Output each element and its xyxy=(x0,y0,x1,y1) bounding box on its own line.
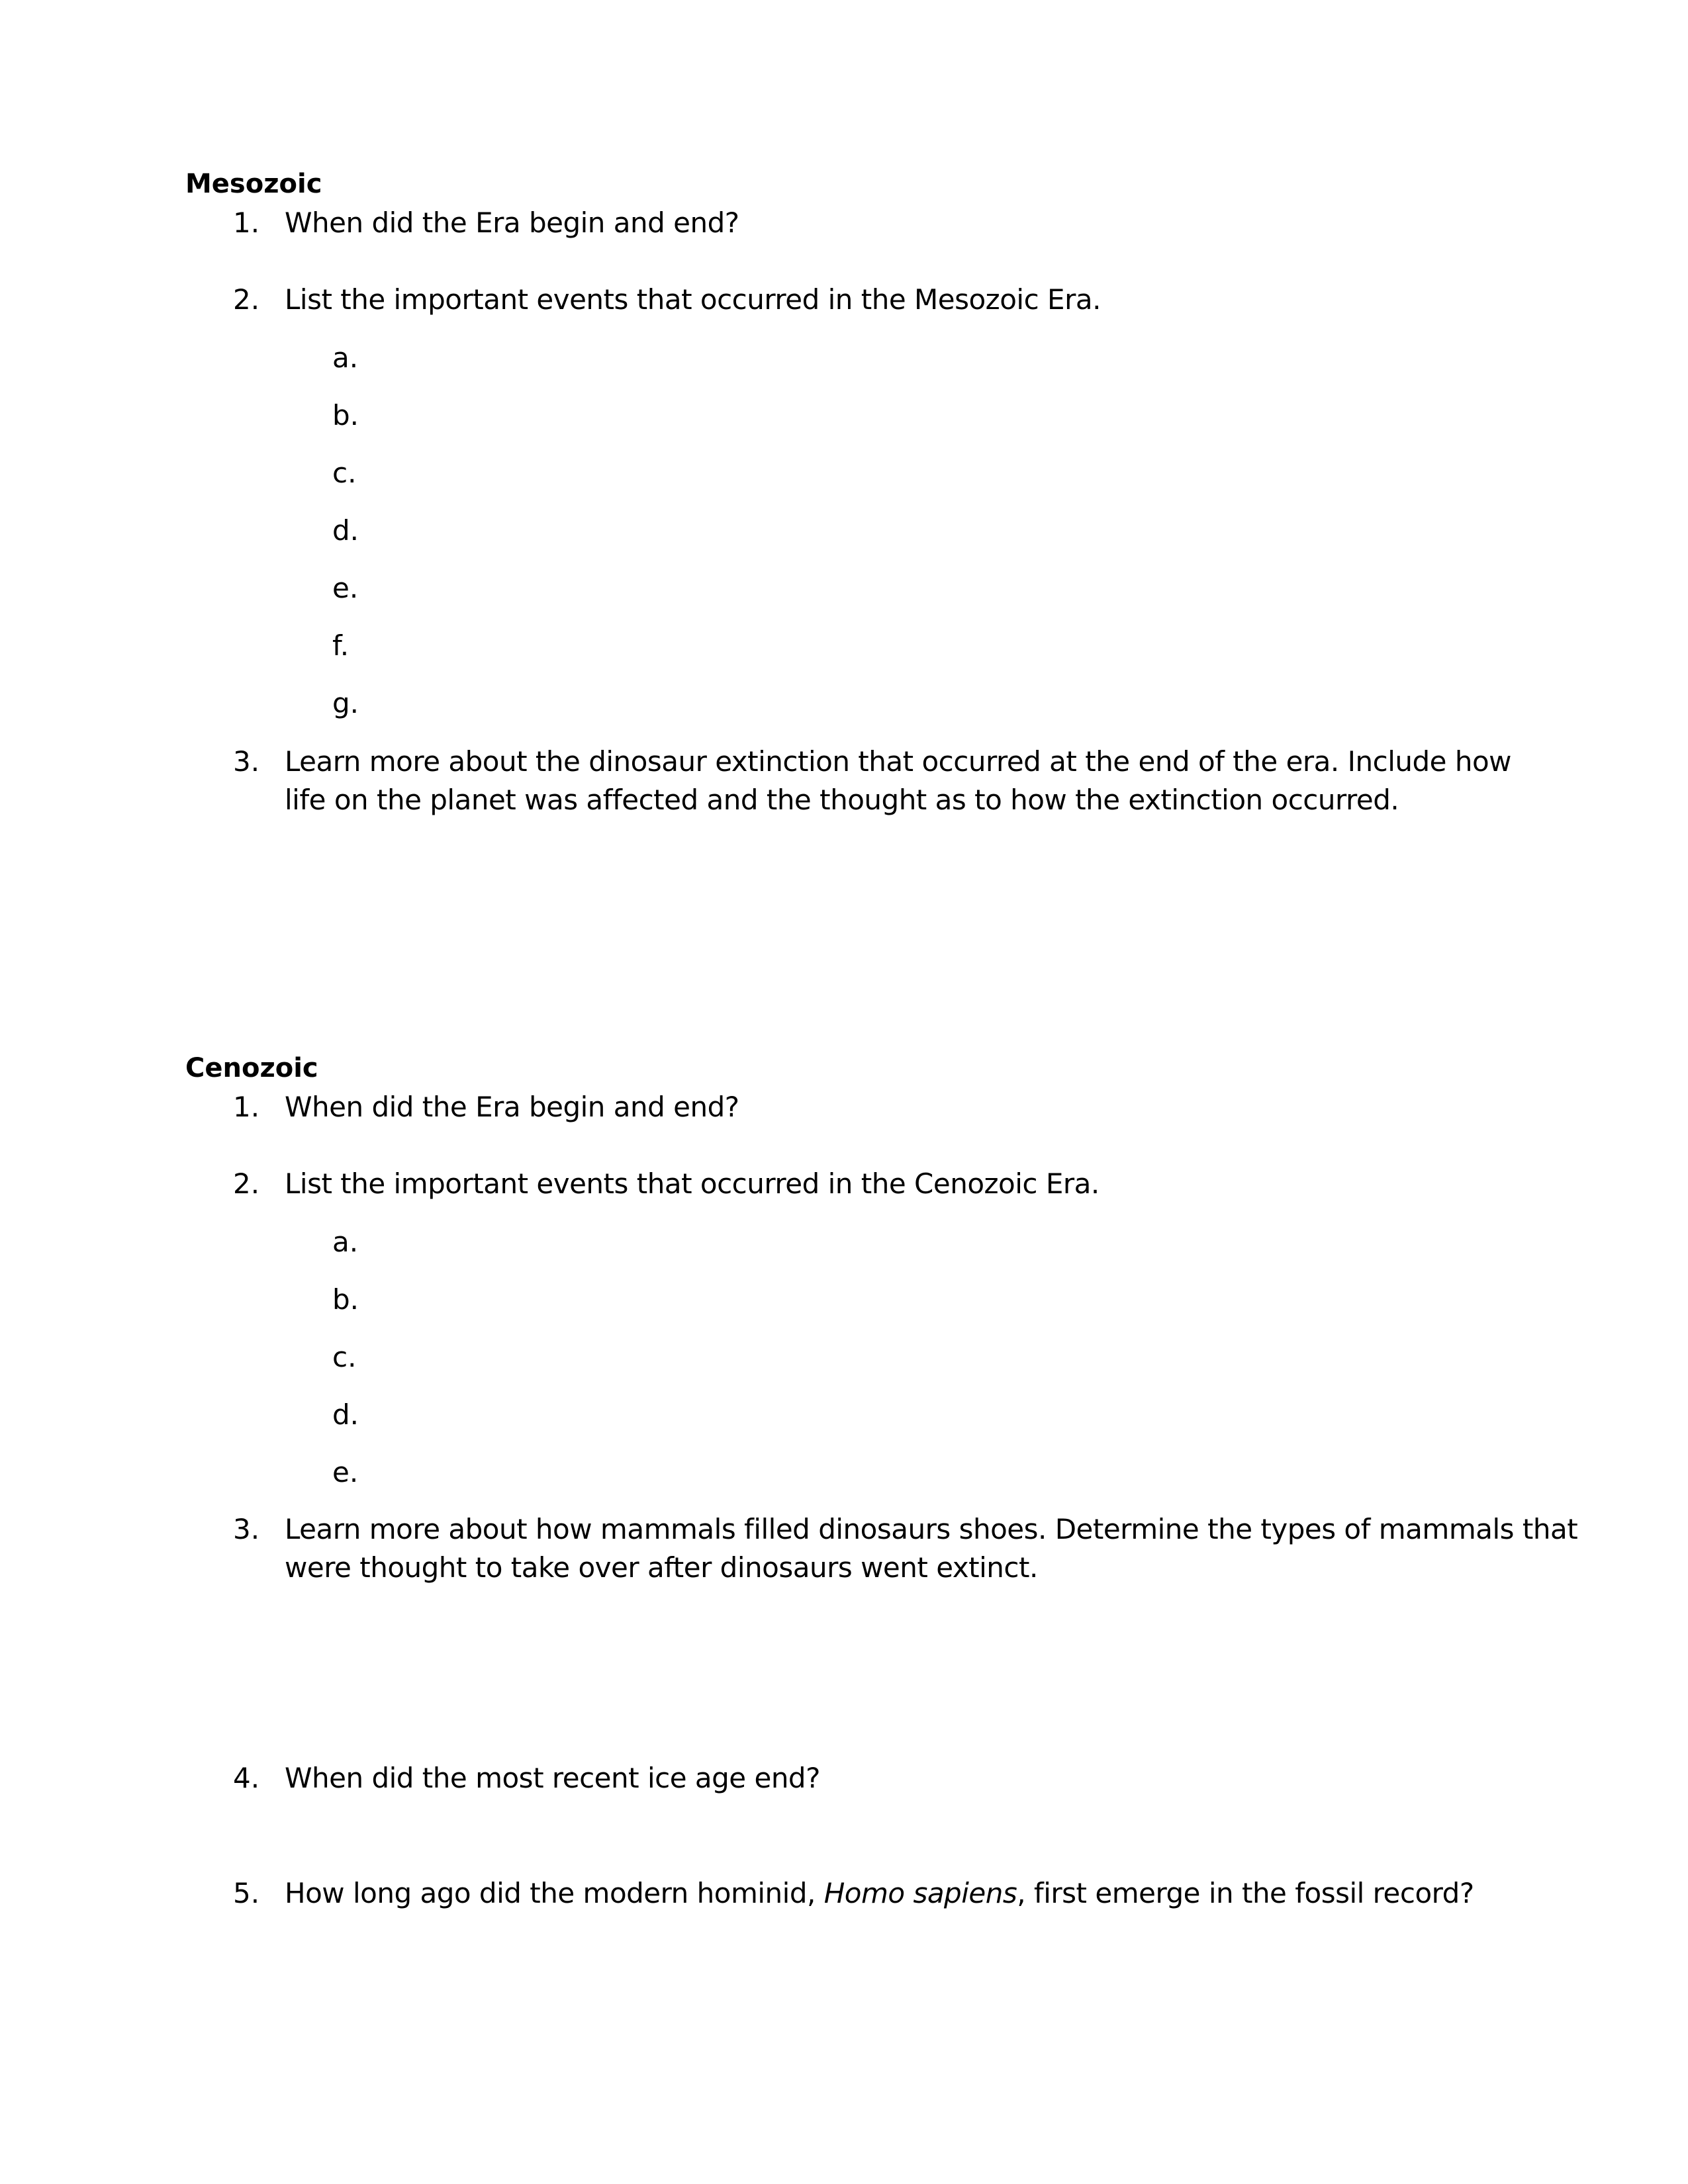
cenozoic-q4-number: 4. xyxy=(233,1762,260,1794)
mesozoic-q3-line2: life on the planet was affected and the thought as to how the extinction occurred. xyxy=(285,784,1399,816)
cenozoic-q5-number: 5. xyxy=(233,1877,260,1909)
mesozoic-q3-line1: Learn more about the dinosaur extinction that occurred at the end of the era. Include how xyxy=(285,745,1512,778)
cenozoic-q2-text: List the important events that occurred in the Cenozoic Era. xyxy=(285,1167,1100,1200)
mesozoic-heading: Mesozoic xyxy=(185,169,322,199)
mesozoic-item-e: e. xyxy=(332,572,359,604)
cenozoic-item-b: b. xyxy=(332,1283,359,1316)
cenozoic-q1-number: 1. xyxy=(233,1091,260,1123)
cenozoic-item-e: e. xyxy=(332,1456,359,1488)
cenozoic-q5-text xyxy=(285,1877,1474,1909)
species-name: Homo sapiens xyxy=(823,1877,1017,1909)
cenozoic-item-c: c. xyxy=(332,1341,357,1373)
mesozoic-q2-number: 2. xyxy=(233,283,260,316)
mesozoic-q3-number: 3. xyxy=(233,745,260,778)
cenozoic-q5-text-after: , first emerge in the fossil record? xyxy=(1017,1877,1474,1909)
cenozoic-q3-number: 3. xyxy=(233,1513,260,1545)
cenozoic-q2-number: 2. xyxy=(233,1167,260,1200)
mesozoic-item-d: d. xyxy=(332,514,359,547)
mesozoic-q1-number: 1. xyxy=(233,206,260,239)
mesozoic-item-b: b. xyxy=(332,399,359,432)
mesozoic-item-g: g. xyxy=(332,687,359,719)
mesozoic-q2-text: List the important events that occurred in the Mesozoic Era. xyxy=(285,283,1101,316)
mesozoic-item-c: c. xyxy=(332,457,357,489)
cenozoic-q5-text-before: How long ago did the modern hominid, xyxy=(285,1877,824,1909)
cenozoic-q3-line1: Learn more about how mammals filled dinosaurs shoes. Determine the types of mammals that xyxy=(285,1513,1578,1545)
cenozoic-heading: Cenozoic xyxy=(185,1053,318,1083)
cenozoic-q1-text: When did the Era begin and end? xyxy=(285,1091,739,1123)
cenozoic-q3-line2: were thought to take over after dinosaurs went extinct. xyxy=(285,1551,1038,1584)
mesozoic-item-a: a. xyxy=(332,341,359,374)
mesozoic-item-f: f. xyxy=(332,629,350,662)
cenozoic-item-a: a. xyxy=(332,1226,359,1258)
mesozoic-q1-text: When did the Era begin and end? xyxy=(285,206,739,239)
cenozoic-item-d: d. xyxy=(332,1398,359,1431)
cenozoic-q4-text: When did the most recent ice age end? xyxy=(285,1762,820,1794)
